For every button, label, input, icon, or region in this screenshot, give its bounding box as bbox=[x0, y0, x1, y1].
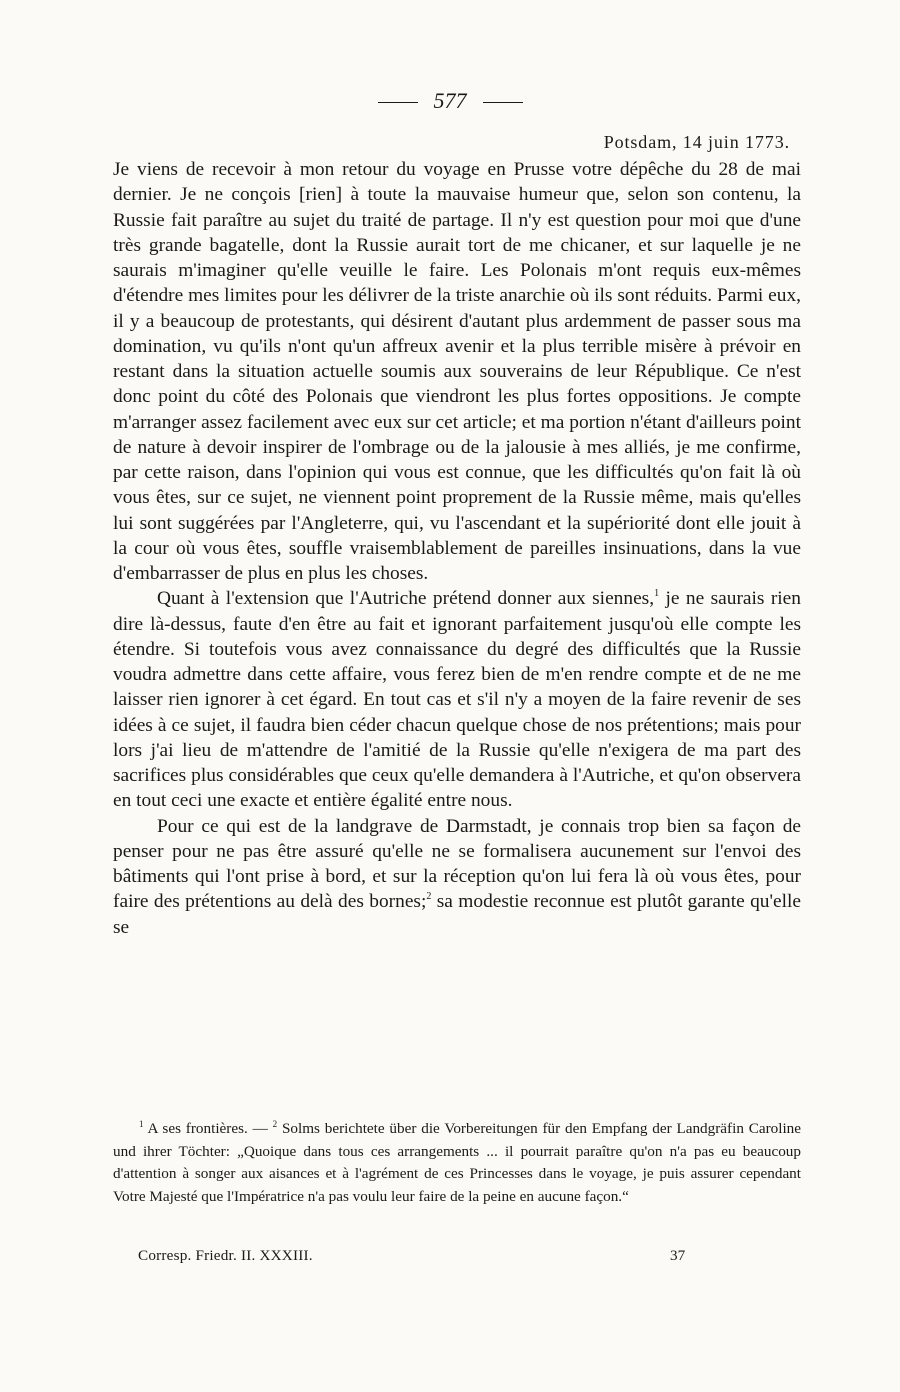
paragraph-2-rest: je ne saurais rien dire là-dessus, faute d'en être au fait et ignorant parfaitement jusqu'où elle compte les étendre. Si toutefois vous avez connaissance du degré des difficultés que la Russie voudra admettre dans cette affaire, vous ferez bien de m'en rendre compte et de ne me laisser rien ignorer à cet égard. En tout cas et s'il n'y a moyen de la faire revenir de ses idées à ce sujet, il faudra bien céder chacun quelque chose de nos prétentions; mais pour lors j'ai lieu de m'attendre de l'amitié de la Russie qu'elle n'exigera de ma part des sacrifices plus considérables que ceux qu'elle demandera à l'Autriche, et qu'on observera en tout ceci une exacte et entière égalité entre nous. bbox=[113, 588, 801, 812]
paragraph-2 bbox=[113, 586, 801, 813]
paragraph-3-rest: sa modestie reconnue est plutôt garante qu'elle se bbox=[113, 891, 801, 938]
footnote-ref-2: 2 bbox=[426, 891, 432, 903]
paragraph-3 bbox=[113, 814, 801, 940]
footnote-2-text: Solms berichtete über die Vorbereitungen für den Empfang der Landgräfin Caroline und ihrer Töchter: „Quoique dans tous ces arrangements ... il pourrait paraître qu'on n'a pas eu beaucoup d'attention à songer aux aisances et à l'agrément de ces Princesses dans le voyage, je puis assurer cependant Votre Majesté que l'Impératrice n'a pas voulu leur faire de la peine en aucune façon.“ bbox=[113, 1120, 802, 1205]
left-dash-ornament bbox=[378, 102, 418, 103]
paragraph-1: Je viens de recevoir à mon retour du voyage en Prusse votre dépêche du 28 de mai dernier. Je ne conçois [rien] à toute la mauvaise humeur que, selon son contenu, la Russie fait paraître au sujet du traité de partage. Il n'y est question pour moi que d'une très grande bagatelle, dont la Russie aurait tort de me chicaner, et sur laquelle je ne saurais m'imaginer qu'elle veuille le faire. Les Polonais m'ont requis eux-mêmes d'étendre mes limites pour les délivrer de la triste anarchie où ils sont réduits. Parmi eux, il y a beaucoup de protestants, qui désirent d'autant plus ardemment de passer sous ma domination, vu qu'ils n'ont qu'un affreux avenir et la plus terrible misère à prévoir en restant dans la situation actuelle soumis aux souverains de leur République. Ce n'est donc point du côté des Polonais que viendront les plus fortes oppositions. Je compte m'arranger assez facilement avec eux sur cet article; et ma portion n'étant d'ailleurs point de nature à devoir inspirer de l'ombrage ou de la jalousie à mes alliés, je me confirme, par cette raison, dans l'opinion qui vous est connue, que les difficultés qu'on fait là où vous êtes, sur ce sujet, ne viennent point proprement de la Russie même, mais qu'elles lui sont suggérées par l'Angleterre, qui, vu l'ascendant et la supériorité dont elle jouit à la cour où vous êtes, souffle vraisemblablement de pareilles insinuations, dans la vue d'embarrasser de plus en plus les choses. bbox=[113, 159, 801, 584]
sheet-number: 37 bbox=[670, 1247, 686, 1264]
right-dash-ornament bbox=[483, 102, 523, 103]
paragraph-3-start: Pour ce qui est de la landgrave de Darmstadt, je connais trop bien sa façon de penser pour ne pas être assuré qu'elle ne se formalisera aucunement sur l'envoi des bâtiments qui l'ont prise à bord, et sur la réception qu'on lui fera là où vous êtes, pour faire des prétentions au delà des bornes; bbox=[113, 815, 801, 913]
letter-dateline: Potsdam, 14 juin 1773. bbox=[603, 132, 790, 152]
letter-body bbox=[113, 157, 801, 940]
footnote-1-text: A ses frontières. — bbox=[147, 1120, 268, 1137]
footnote-1-marker: 1 bbox=[139, 1119, 144, 1129]
footnote-2-marker: 2 bbox=[272, 1119, 278, 1129]
page-number-text: 577 bbox=[433, 88, 467, 113]
paragraph-2-start: Quant à l'extension que l'Autriche prétend donner aux siennes, bbox=[157, 588, 655, 610]
volume-signature: Corresp. Friedr. II. XXXIII. bbox=[138, 1247, 313, 1264]
footnote-block bbox=[113, 1118, 801, 1208]
footnotes bbox=[113, 1118, 801, 1208]
footnote-ref-1: 1 bbox=[654, 588, 660, 600]
page-number bbox=[0, 88, 900, 114]
